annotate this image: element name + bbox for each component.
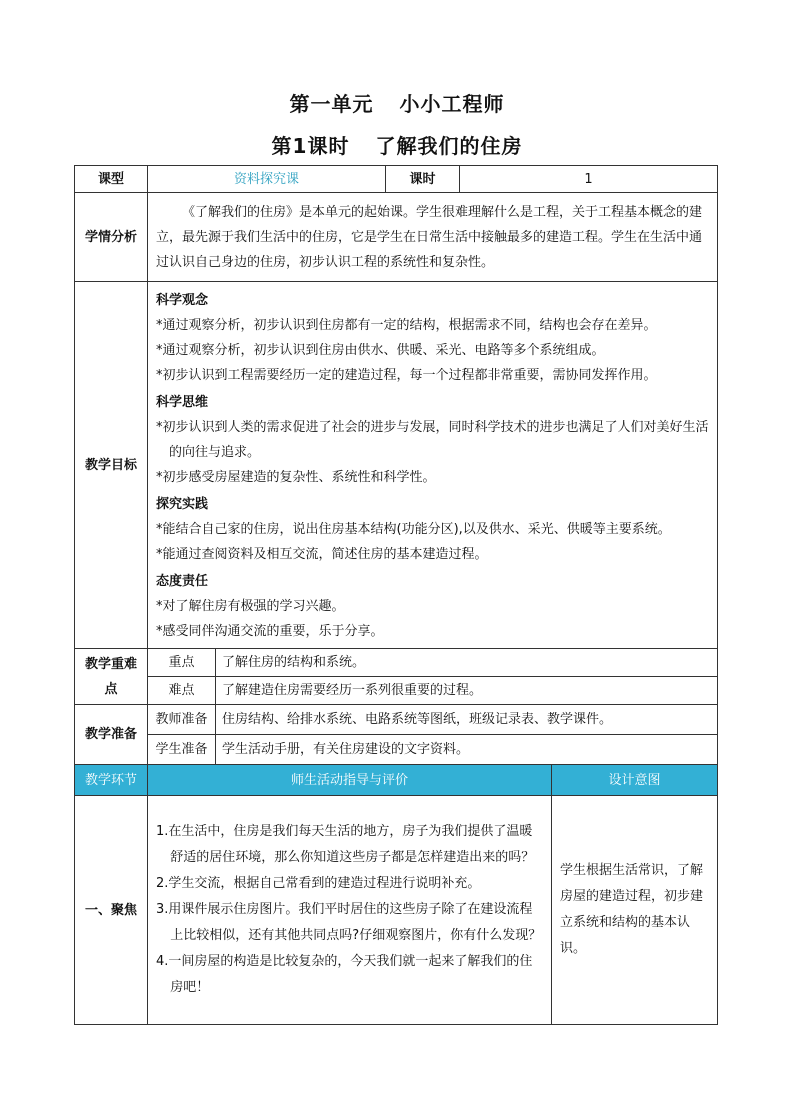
type-value: 资料探究课 [148,166,386,193]
difficulty-text: 了解建造住房需要经历一系列很重要的过程。 [216,677,718,705]
analysis-text: 《了解我们的住房》是本单元的起始课。学生很难理解什么是工程，关于工程基本概念的建立，最先源于我们生活中的住房，它是学生在日常生活中接触最多的建造工程。学生在生活中通过认识自己身边的住房，初步认识工程的系统性和复杂性。 [148,193,718,282]
difficulty-row [75,677,718,705]
teacher-prep-row [75,705,718,735]
stage-row [75,796,718,1025]
analysis-label: 学情分析 [75,193,148,282]
goals-item: *初步感受房屋建造的复杂性、系统性和科学性。 [156,470,436,485]
key-text: 了解住房的结构和系统。 [216,649,718,677]
process-header-row [75,765,718,796]
hours-value: 1 [460,166,718,193]
difficulty-label: 难点 [148,677,216,705]
hours-label: 课时 [386,166,460,193]
unit-number: 第一单元 [289,92,374,116]
goals-row [75,282,718,649]
key-point-row [75,649,718,677]
goals-item: *初步认识到工程需要经历一定的建造过程，每一个过程都非常重要，需协同发挥作用。 [156,368,657,383]
goals-item: *通过观察分析，初步认识到住房由供水、供暖、采光、电路等多个系统组成。 [156,343,605,358]
student-prep-row [75,735,718,765]
goals-heading: 探究实践 [156,497,209,512]
unit-title [0,88,794,117]
header-stage: 教学环节 [75,765,148,796]
goals-item: *初步认识到人类的需求促进了社会的进步与发展，同时科学技术的进步也满足了人们对美好生活的向往与追求。 [156,420,709,460]
goals-item: *通过观察分析，初步认识到住房都有一定的结构，根据需求不同，结构也会存在差异。 [156,318,657,333]
lesson-number: 第1课时 [271,134,350,158]
goals-content [148,282,718,649]
header-design: 设计意图 [552,765,718,796]
goals-heading: 科学思维 [156,395,209,410]
goals-label: 教学目标 [75,282,148,649]
key-points-label: 教学重难点 [75,649,148,705]
goals-heading: 科学观念 [156,293,209,308]
step-item: 1.在生活中，住房是我们每天生活的地方，房子为我们提供了温暖舒适的居住环境，那么你知道这些房子都是怎样建造出来的吗？ [156,824,535,865]
lesson-name: 了解我们的住房 [375,134,523,158]
step-item: 4.一间房屋的构造是比较复杂的，今天我们就一起来了解我们的住房吧！ [156,954,533,995]
goals-item: *对了解住房有极强的学习兴趣。 [156,599,345,614]
goals-item: *能结合自己家的住房，说出住房基本结构(功能分区),以及供水、采光、供暖等主要系统。 [156,522,671,537]
lesson-plan-table [74,165,718,1025]
student-prep-label: 学生准备 [148,735,216,765]
teacher-prep-text: 住房结构、给排水系统、电路系统等图纸，班级记录表、教学课件。 [216,705,718,735]
type-label: 课型 [75,166,148,193]
teacher-prep-label: 教师准备 [148,705,216,735]
goals-heading: 态度责任 [156,574,209,589]
header-activity: 师生活动指导与评价 [148,765,552,796]
analysis-row [75,193,718,282]
student-prep-text: 学生活动手册，有关住房建设的文字资料。 [216,735,718,765]
prep-label: 教学准备 [75,705,148,765]
unit-name: 小小工程师 [399,92,505,116]
key-label: 重点 [148,649,216,677]
goals-item: *能通过查阅资料及相互交流，简述住房的基本建造过程。 [156,547,488,562]
info-row [75,166,718,193]
goals-item: *感受同伴沟通交流的重要，乐于分享。 [156,624,384,639]
step-item: 3.用课件展示住房图片。我们平时居住的这些房子除了在建设流程上比较相似，还有其他共同点吗?仔细观察图片，你有什么发现？ [156,902,542,943]
step-item: 2.学生交流，根据自己常看到的建造过程进行说明补充。 [156,876,481,891]
lesson-title [0,130,794,159]
stage-label: 一、聚焦 [75,796,148,1025]
design-intent: 学生根据生活常识，了解房屋的建造过程，初步建立系统和结构的基本认识。 [552,796,718,1025]
stage-steps [148,796,552,1025]
